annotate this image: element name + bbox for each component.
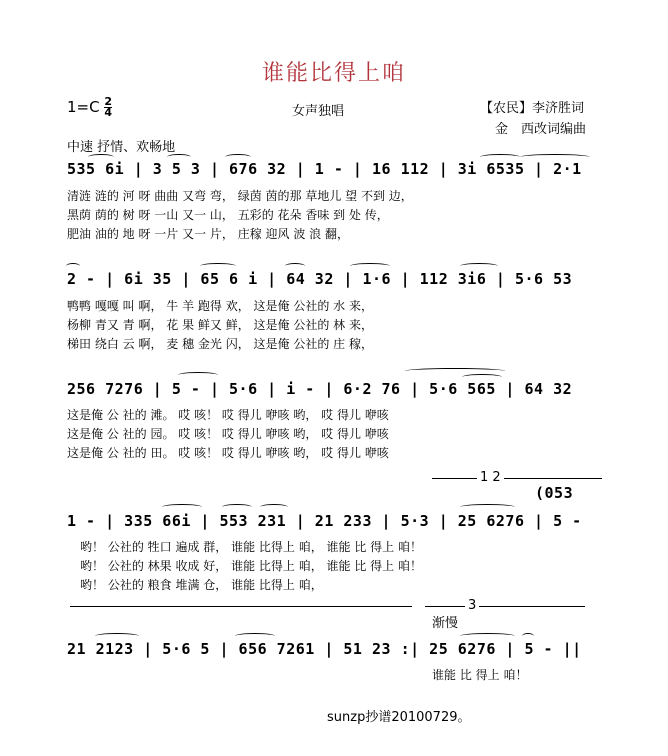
lyric-line-4-verse-2: 哟！ 公社的 林果 收成 好， 谁能 比得上 咱， 谁能 比 得上 咱！ <box>80 559 422 573</box>
lyric-line-3-verse-2: 这是俺 公 社的 园。 哎 咳！ 哎 得儿 咿咳 哟， 哎 得儿 咿咳 <box>67 427 389 441</box>
notation-line-5: 21 2123 | 5·6 5 | 656 7261 | 51 23 :| 25 6276 | 5 - || <box>67 640 582 658</box>
composer-credit: 金 西改词编曲 <box>495 122 587 137</box>
lyric-line-1-verse-1: 清涟 涟的 河 呀 曲曲 又弯 弯， 绿茵 茵的那 草地儿 望 不到 边， <box>67 189 413 203</box>
lyricist-credit: 【农民】李济胜词 <box>480 101 585 116</box>
key-signature <box>67 97 112 118</box>
lyric-line-4-verse-1: 哟！ 公社的 牲口 遍成 群， 谁能 比得上 咱， 谁能 比 得上 咱！ <box>80 540 422 554</box>
performance-type: 女声独唱 <box>292 104 345 119</box>
lyric-line-4-verse-3: 哟！ 公社的 粮食 堆满 仓， 谁能 比得上 咱， <box>80 578 323 592</box>
notation-line-1: 535 6i | 3 5 3 | 676 32 | 1 - | 16 112 | 3i 6535 | 2·1 <box>67 160 582 178</box>
tempo-change-ritardando: 渐慢 <box>432 616 459 631</box>
notation-line-3: 256 7276 | 5 - | 5·6 | i - | 6·2 76 | 5·6 565 | 64 32 <box>67 380 573 398</box>
volta-1-2: 1 2 <box>477 470 504 485</box>
pickup-notes: (053 <box>535 484 574 502</box>
lyric-line-2-verse-2: 杨柳 青又 青 啊， 花 果 鲜又 鲜， 这是俺 公社的 林 来， <box>67 318 373 332</box>
key-text: 1=C <box>67 98 100 116</box>
transcriber-footer: sunzp抄谱20100729。 <box>327 710 471 725</box>
lyric-line-3-verse-3: 这是俺 公 社的 田。 哎 咳！ 哎 得儿 咿咳 哟， 哎 得儿 咿咳 <box>67 446 389 460</box>
tempo-marking: 中速 抒情、欢畅地 <box>67 140 176 155</box>
song-title: 谁能比得上咱 <box>261 61 406 86</box>
volta-3: 3 <box>465 598 479 613</box>
lyric-line-2-verse-1: 鸭鸭 嘎嘎 叫 啊， 牛 羊 跑得 欢， 这是俺 公社的 水 来， <box>67 299 373 313</box>
lyric-line-3-verse-1: 这是俺 公 社的 滩。 哎 咳！ 哎 得儿 咿咳 哟， 哎 得儿 咿咳 <box>67 408 389 422</box>
notation-line-2: 2 - | 6i 35 | 65 6 i | 64 32 | 1·6 | 112 3i6 | 5·6 53 <box>67 270 573 288</box>
lyric-line-2-verse-3: 梯田 绕白 云 啊， 麦 穗 金光 闪， 这是俺 公社的 庄 稼， <box>67 337 373 351</box>
lyric-line-1-verse-2: 黑荫 荫的 树 呀 一山 又一 山， 五彩的 花朵 香味 到 处 传， <box>67 208 389 222</box>
lyric-line-5-verse-1: 谁能 比 得上 咱！ <box>432 668 528 682</box>
lyric-line-1-verse-3: 肥油 油的 地 呀 一片 又一 片， 庄稼 迎风 波 浪 翻， <box>67 227 349 241</box>
time-signature: $\frac{2}{4}$ <box>104 95 113 119</box>
notation-line-4: 1 - | 335 66i | 553 231 | 21 233 | 5·3 | 25 6276 | 5 - <box>67 512 582 530</box>
